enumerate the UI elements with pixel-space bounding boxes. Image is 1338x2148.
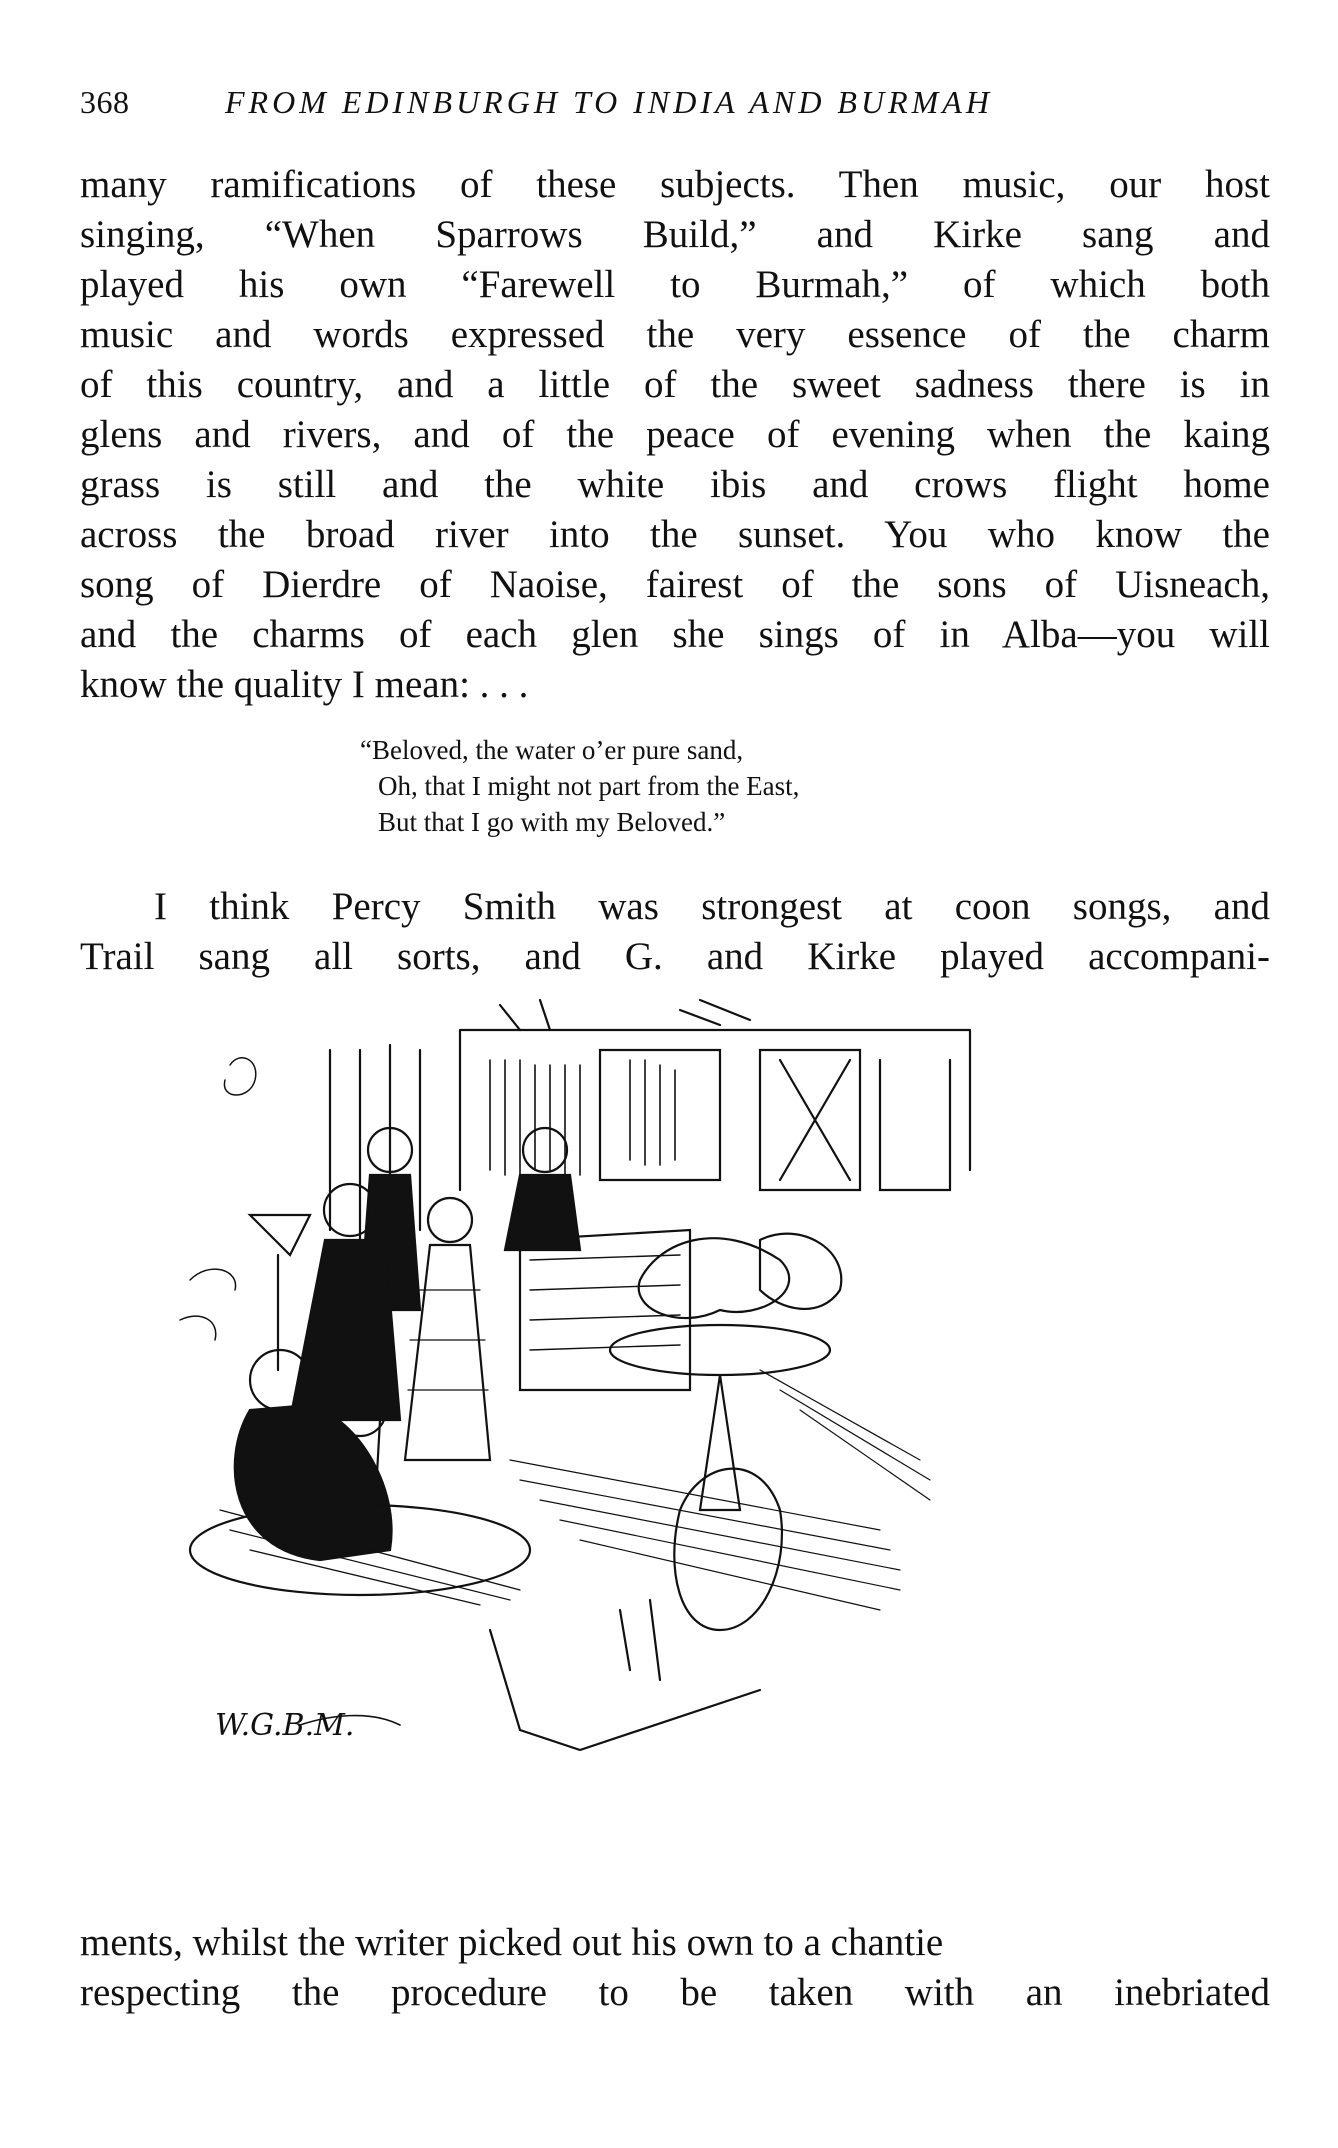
verse-quotation xyxy=(360,732,1060,840)
paragraph-line: Trail sang all sorts, and G. and Kirke played accompani- xyxy=(80,935,1270,978)
paragraph-1 xyxy=(80,160,1270,710)
paragraph-line: grass is still and the white ibis and crows flight home xyxy=(80,463,1270,506)
paragraph-line: of this country, and a little of the sweet sadness there is in xyxy=(80,363,1270,406)
verse-line: Oh, that I might not part from the East, xyxy=(378,771,800,801)
paragraph-3 xyxy=(80,1918,1270,2018)
paragraph-line: singing, “When Sparrows Build,” and Kirke sang and xyxy=(80,213,1270,256)
page-number: 368 xyxy=(80,84,130,120)
paragraph-line: glens and rivers, and of the peace of evening when the kaing xyxy=(80,413,1270,456)
verse-line: “Beloved, the water o’er pure sand, xyxy=(360,735,744,765)
paragraph-line: across the broad river into the sunset. You who know the xyxy=(80,513,1270,556)
paragraph-line: many ramifications of these subjects. Then music, our host xyxy=(80,163,1270,206)
paragraph-line: played his own “Farewell to Burmah,” of which both xyxy=(80,263,1270,306)
paragraph-2 xyxy=(80,882,1270,982)
pen-drawing-illustration xyxy=(160,990,1160,1890)
paragraph-line: respecting the procedure to be taken with an inebriated xyxy=(80,1971,1270,2014)
verse-line: But that I go with my Beloved.” xyxy=(378,807,726,837)
artist-signature: W.G.B.M. xyxy=(215,1708,355,1743)
paragraph-line: music and words expressed the very essence of the charm xyxy=(80,313,1270,356)
paragraph-line: ments, whilst the writer picked out his own to a chantie xyxy=(80,1921,944,1964)
paragraph-line: and the charms of each glen she sings of in Alba—you will xyxy=(80,613,1270,656)
running-head xyxy=(80,84,1270,128)
paragraph-line: song of Dierdre of Naoise, fairest of the sons of Uisneach, xyxy=(80,563,1270,606)
paragraph-line: I think Percy Smith was strongest at coon songs, and xyxy=(154,885,1270,928)
running-title: FROM EDINBURGH TO INDIA AND BURMAH xyxy=(225,84,993,120)
paragraph-line: know the quality I mean: . . . xyxy=(80,663,529,706)
drawing-svg xyxy=(160,990,1160,1890)
